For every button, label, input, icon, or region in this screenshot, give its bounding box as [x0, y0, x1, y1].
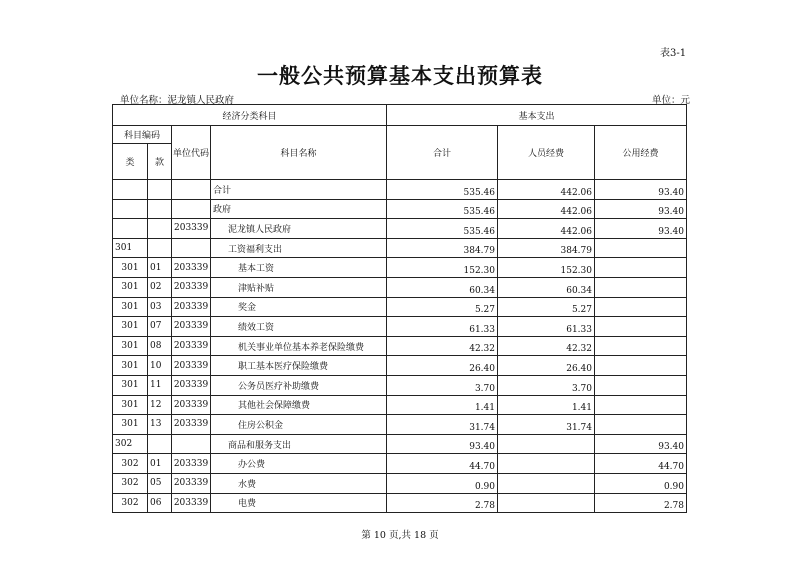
cell-kuan: 11 — [148, 375, 172, 395]
cell-subject-name: 津贴补贴 — [211, 277, 387, 297]
cell-total: 2.78 — [387, 493, 498, 513]
cell-public: 2.78 — [595, 493, 687, 513]
cell-kuan: 08 — [148, 336, 172, 356]
cell-unit-code: 203339 — [172, 219, 211, 239]
header-total: 合计 — [387, 126, 498, 180]
cell-kuan: 03 — [148, 297, 172, 317]
cell-personnel: 442.06 — [498, 180, 595, 200]
cell-lei: 301 — [113, 238, 148, 258]
cell-public — [595, 317, 687, 337]
cell-public: 44.70 — [595, 454, 687, 474]
cell-subject-name: 其他社会保障缴费 — [211, 395, 387, 415]
header-public: 公用经费 — [595, 126, 687, 180]
cell-personnel: 152.30 — [498, 258, 595, 278]
cell-public: 93.40 — [595, 180, 687, 200]
cell-personnel: 61.33 — [498, 317, 595, 337]
cell-personnel — [498, 454, 595, 474]
cell-unit-code: 203339 — [172, 493, 211, 513]
cell-total: 61.33 — [387, 317, 498, 337]
cell-public: 93.40 — [595, 434, 687, 454]
cell-subject-name: 泥龙镇人民政府 — [211, 219, 387, 239]
cell-personnel: 31.74 — [498, 415, 595, 435]
cell-unit-code: 203339 — [172, 395, 211, 415]
cell-lei: 301 — [113, 258, 148, 278]
cell-lei: 302 — [113, 493, 148, 513]
table-row — [113, 454, 687, 474]
cell-total: 93.40 — [387, 434, 498, 454]
cell-unit-code: 203339 — [172, 317, 211, 337]
cell-unit-code — [172, 238, 211, 258]
cell-lei: 301 — [113, 415, 148, 435]
cell-kuan: 06 — [148, 493, 172, 513]
cell-subject-name: 水费 — [211, 473, 387, 493]
table-number: 表3-1 — [660, 48, 687, 59]
cell-public: 93.40 — [595, 199, 687, 219]
cell-unit-code: 203339 — [172, 258, 211, 278]
cell-lei — [113, 219, 148, 239]
cell-subject-name: 办公费 — [211, 454, 387, 474]
header-lei: 类 — [113, 144, 148, 180]
cell-kuan — [148, 219, 172, 239]
cell-total: 26.40 — [387, 356, 498, 376]
cell-kuan: 02 — [148, 277, 172, 297]
table-row — [113, 395, 687, 415]
unit-label: 单位：元 — [652, 95, 691, 106]
cell-unit-code — [172, 180, 211, 200]
table-row — [113, 277, 687, 297]
cell-kuan — [148, 434, 172, 454]
table-row — [113, 493, 687, 513]
cell-subject-name: 机关事业单位基本养老保险缴费 — [211, 336, 387, 356]
cell-subject-name: 奖金 — [211, 297, 387, 317]
cell-subject-name: 合计 — [211, 180, 387, 200]
cell-lei: 301 — [113, 317, 148, 337]
table-row — [113, 297, 687, 317]
table-row — [113, 415, 687, 435]
cell-subject-name: 职工基本医疗保险缴费 — [211, 356, 387, 376]
cell-total: 535.46 — [387, 199, 498, 219]
header-subject-name: 科目名称 — [211, 126, 387, 180]
cell-personnel: 1.41 — [498, 395, 595, 415]
cell-kuan — [148, 199, 172, 219]
cell-public — [595, 238, 687, 258]
cell-kuan: 12 — [148, 395, 172, 415]
cell-lei — [113, 199, 148, 219]
table-row — [113, 219, 687, 239]
cell-lei: 302 — [113, 454, 148, 474]
cell-unit-code: 203339 — [172, 356, 211, 376]
cell-subject-name: 工资福利支出 — [211, 238, 387, 258]
budget-table — [112, 104, 687, 513]
cell-public — [595, 395, 687, 415]
table-row — [113, 356, 687, 376]
header-personnel: 人员经费 — [498, 126, 595, 180]
cell-public: 93.40 — [595, 219, 687, 239]
cell-personnel: 42.32 — [498, 336, 595, 356]
cell-unit-code: 203339 — [172, 473, 211, 493]
cell-total: 384.79 — [387, 238, 498, 258]
header-subject-code: 科目编码 — [113, 126, 172, 144]
page-title: 一般公共预算基本支出预算表 — [257, 64, 543, 88]
cell-total: 31.74 — [387, 415, 498, 435]
cell-lei — [113, 180, 148, 200]
cell-kuan: 13 — [148, 415, 172, 435]
unit-name: 单位名称：泥龙镇人民政府 — [120, 95, 235, 106]
cell-lei: 302 — [113, 473, 148, 493]
header-unit-code: 单位代码 — [172, 126, 211, 180]
cell-unit-code: 203339 — [172, 454, 211, 474]
cell-kuan: 05 — [148, 473, 172, 493]
cell-subject-name: 商品和服务支出 — [211, 434, 387, 454]
cell-total: 5.27 — [387, 297, 498, 317]
cell-subject-name: 住房公积金 — [211, 415, 387, 435]
cell-public — [595, 375, 687, 395]
table-row — [113, 434, 687, 454]
cell-kuan: 07 — [148, 317, 172, 337]
cell-kuan: 10 — [148, 356, 172, 376]
cell-total: 535.46 — [387, 180, 498, 200]
cell-subject-name: 公务员医疗补助缴费 — [211, 375, 387, 395]
page-footer: 第 10 页,共 18 页 — [361, 530, 439, 541]
cell-kuan: 01 — [148, 258, 172, 278]
cell-lei: 301 — [113, 336, 148, 356]
cell-unit-code — [172, 434, 211, 454]
cell-subject-name: 政府 — [211, 199, 387, 219]
header-basic-group: 基本支出 — [387, 105, 687, 126]
cell-public — [595, 258, 687, 278]
cell-unit-code: 203339 — [172, 375, 211, 395]
cell-total: 60.34 — [387, 277, 498, 297]
cell-lei: 301 — [113, 277, 148, 297]
cell-public — [595, 415, 687, 435]
cell-total: 44.70 — [387, 454, 498, 474]
cell-lei: 302 — [113, 434, 148, 454]
cell-personnel: 5.27 — [498, 297, 595, 317]
cell-lei: 301 — [113, 297, 148, 317]
cell-public — [595, 277, 687, 297]
cell-personnel: 60.34 — [498, 277, 595, 297]
table-row — [113, 473, 687, 493]
table-row — [113, 317, 687, 337]
cell-total: 0.90 — [387, 473, 498, 493]
cell-lei: 301 — [113, 356, 148, 376]
cell-total: 42.32 — [387, 336, 498, 356]
cell-subject-name: 电费 — [211, 493, 387, 513]
cell-total: 1.41 — [387, 395, 498, 415]
cell-kuan: 01 — [148, 454, 172, 474]
table-row — [113, 258, 687, 278]
cell-lei: 301 — [113, 395, 148, 415]
cell-kuan — [148, 238, 172, 258]
table-row — [113, 238, 687, 258]
cell-personnel — [498, 493, 595, 513]
cell-personnel: 3.70 — [498, 375, 595, 395]
table-row — [113, 336, 687, 356]
cell-personnel: 26.40 — [498, 356, 595, 376]
cell-personnel: 384.79 — [498, 238, 595, 258]
cell-total: 3.70 — [387, 375, 498, 395]
cell-unit-code: 203339 — [172, 336, 211, 356]
cell-unit-code: 203339 — [172, 415, 211, 435]
cell-personnel — [498, 473, 595, 493]
table-row — [113, 180, 687, 200]
cell-subject-name: 绩效工资 — [211, 317, 387, 337]
cell-public — [595, 336, 687, 356]
cell-personnel: 442.06 — [498, 219, 595, 239]
cell-unit-code: 203339 — [172, 297, 211, 317]
cell-total: 152.30 — [387, 258, 498, 278]
cell-public — [595, 297, 687, 317]
header-econ-group: 经济分类科目 — [113, 105, 387, 126]
cell-total: 535.46 — [387, 219, 498, 239]
table-row — [113, 199, 687, 219]
header-kuan: 款 — [148, 144, 172, 180]
cell-kuan — [148, 180, 172, 200]
cell-lei: 301 — [113, 375, 148, 395]
cell-unit-code: 203339 — [172, 277, 211, 297]
cell-public: 0.90 — [595, 473, 687, 493]
cell-personnel: 442.06 — [498, 199, 595, 219]
cell-personnel — [498, 434, 595, 454]
table-row — [113, 375, 687, 395]
cell-subject-name: 基本工资 — [211, 258, 387, 278]
cell-public — [595, 356, 687, 376]
cell-unit-code — [172, 199, 211, 219]
